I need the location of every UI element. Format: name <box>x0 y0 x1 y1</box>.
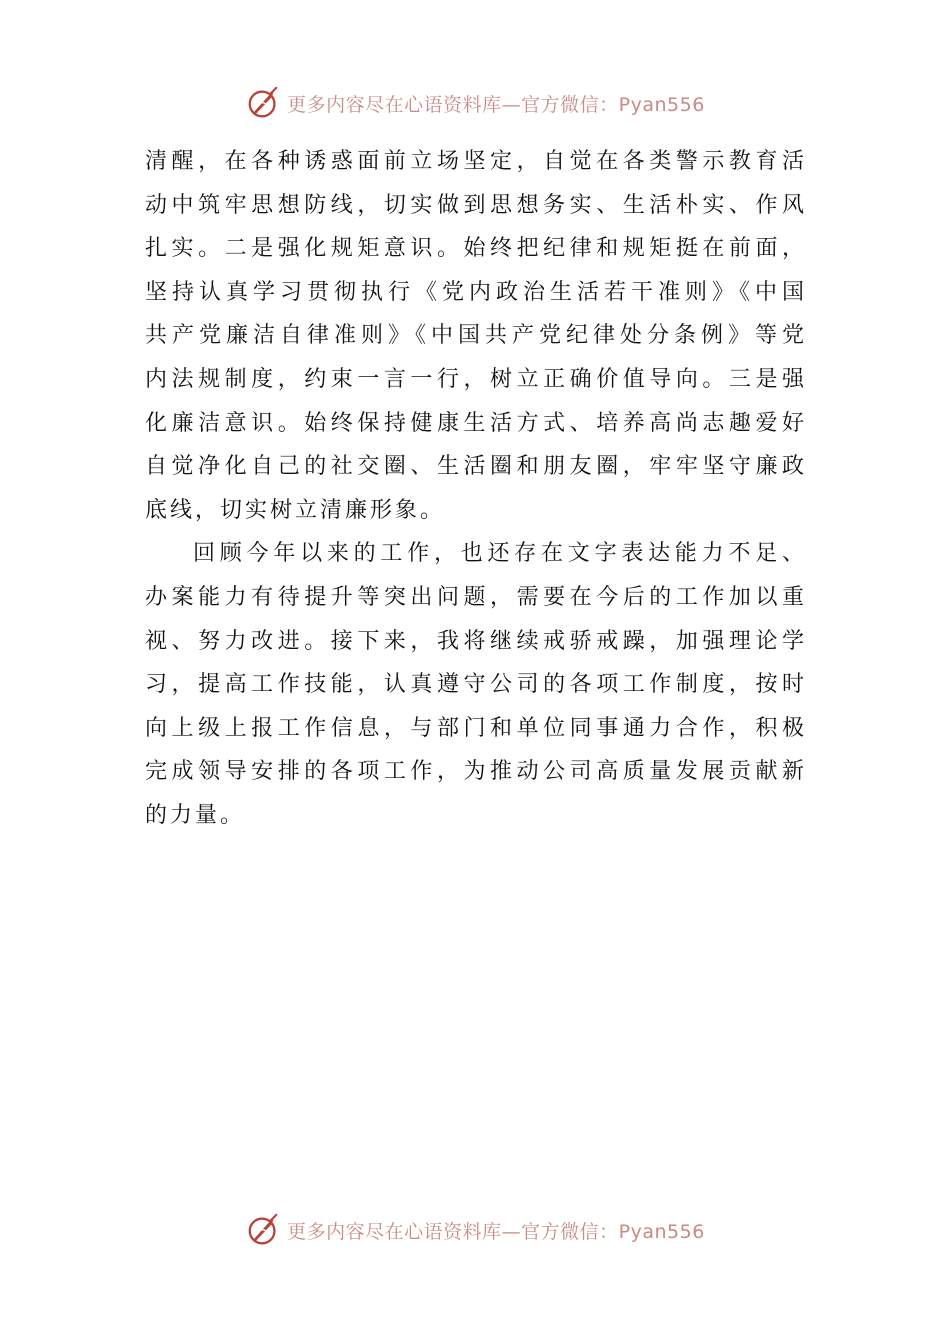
text-line: 动中筑牢思想防线，切实做到思想务实、生活朴实、作风 <box>145 192 807 218</box>
header-wechat-id: Pyan556 <box>618 93 705 116</box>
text-line: 的力量。 <box>145 802 246 828</box>
text-line: 坚持认真学习贯彻执行《党内政治生活若干准则》《中国 <box>145 279 807 305</box>
text-line: 扎实。二是强化规矩意识。始终把纪律和规矩挺在前面， <box>145 236 807 262</box>
header-text: 更多内容尽在心语资料库—官方微信： <box>287 93 619 116</box>
text-line: 清醒，在各种诱惑面前立场坚定，自觉在各类警示教育活 <box>145 149 807 174</box>
text-line: 完成领导安排的各项工作，为推动公司高质量发展贡献新 <box>145 759 807 785</box>
footer-banner-text <box>287 1217 705 1244</box>
text-line: 化廉洁意识。始终保持健康生活方式、培养高尚志趣爱好 <box>145 410 807 436</box>
text-line: 共产党廉洁自律准则》《中国共产党纪律处分条例》等党 <box>145 323 807 349</box>
document-body <box>145 140 807 838</box>
text-line: 自觉净化自己的社交圈、生活圈和朋友圈，牢牢坚守廉政 <box>145 454 807 480</box>
text-line: 视、努力改进。接下来，我将继续戒骄戒躁，加强理论学 <box>145 628 807 654</box>
text-line: 办案能力有待提升等突出问题，需要在今后的工作加以重 <box>145 584 807 610</box>
text-line: 内法规制度，约束一言一行，树立正确价值导向。三是强 <box>145 366 807 392</box>
text-line: 回顾今年以来的工作，也还存在文字表达能力不足、 <box>193 541 807 567</box>
footer-text: 更多内容尽在心语资料库—官方微信： <box>287 1220 619 1243</box>
text-line: 习，提高工作技能，认真遵守公司的各项工作制度，按时 <box>145 672 807 698</box>
footer-banner <box>0 1210 950 1250</box>
pen-circle-logo-icon <box>245 1211 283 1249</box>
header-banner-text <box>287 90 705 117</box>
text-line: 底线，切实树立清廉形象。 <box>145 497 446 523</box>
footer-wechat-id: Pyan556 <box>618 1220 705 1243</box>
pen-circle-logo-icon <box>245 84 283 122</box>
text-line: 向上级上报工作信息，与部门和单位同事通力合作，积极 <box>145 715 807 741</box>
header-banner <box>0 83 950 123</box>
